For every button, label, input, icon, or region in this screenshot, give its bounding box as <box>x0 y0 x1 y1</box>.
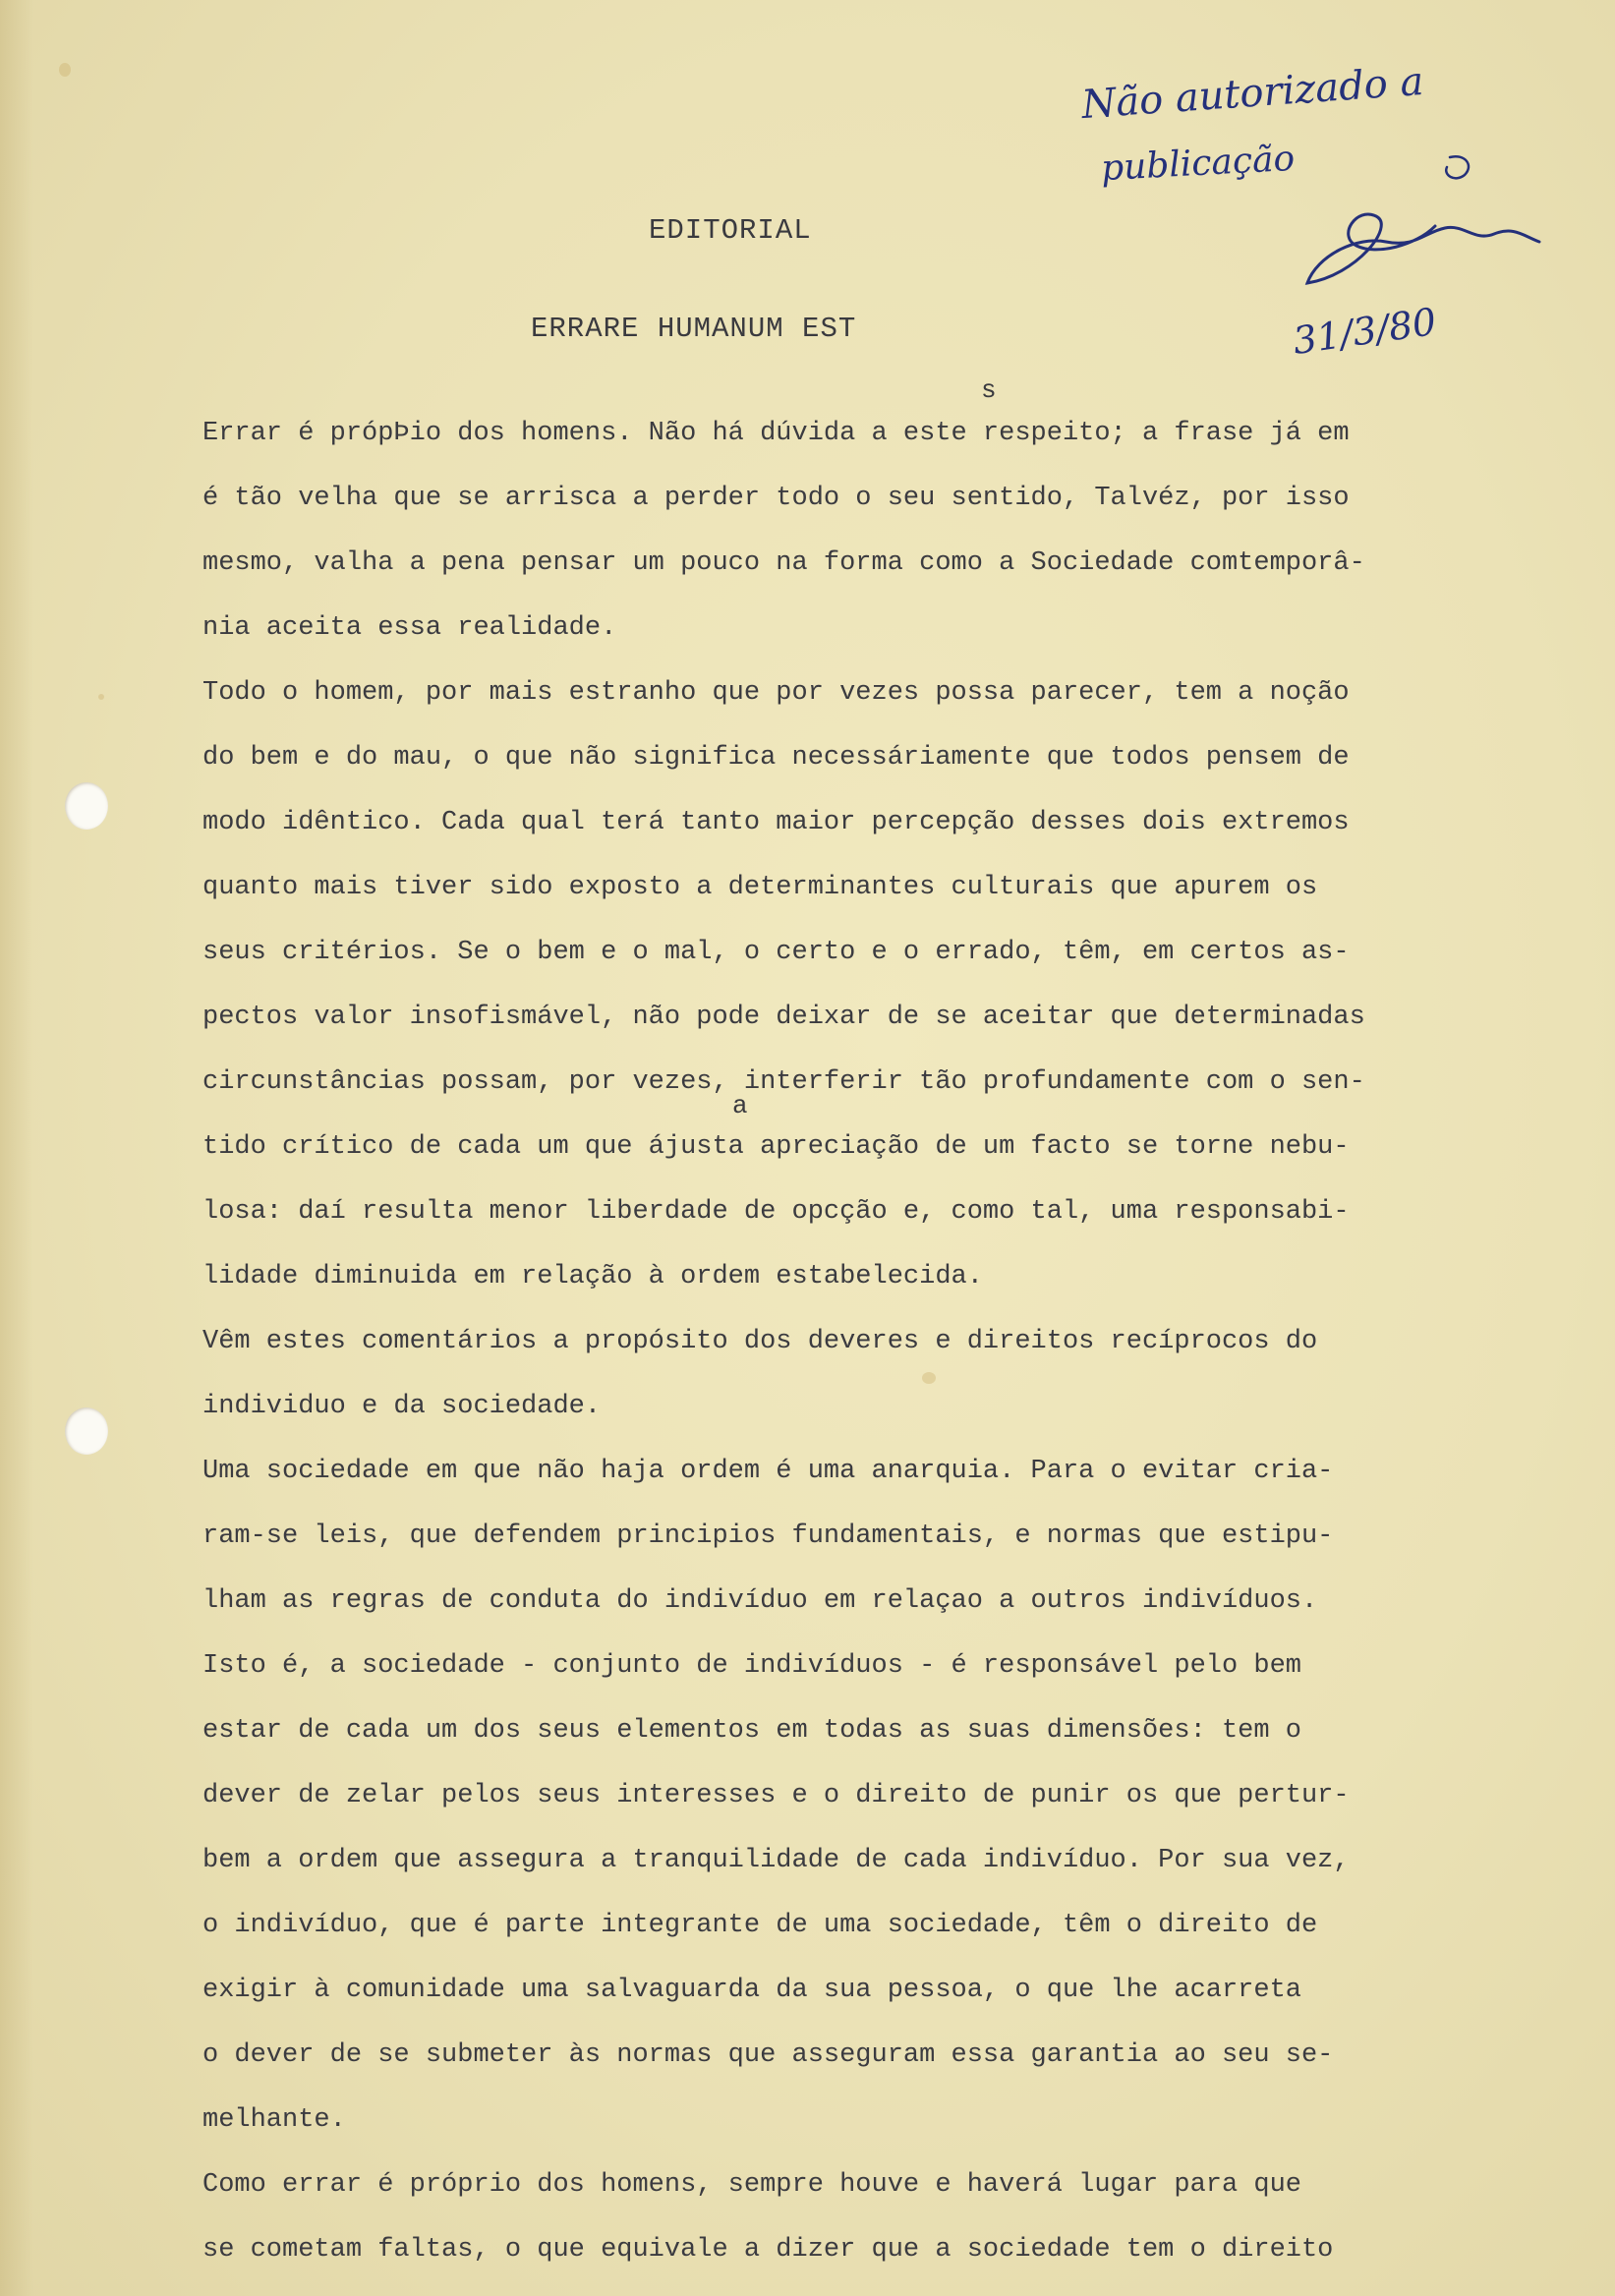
paper-stain <box>59 63 71 77</box>
text-line: do bem e do mau, o que não significa necessáriamente que todos pensem de <box>202 743 1350 773</box>
text-line: é tão velha que se arrisca a perder todo o seu sentido, Talvéz, por isso <box>202 484 1350 513</box>
text-line: seus critérios. Se o bem e o mal, o certo e o errado, têm, em certos as- <box>202 938 1350 967</box>
handwritten-annotation <box>1062 59 1592 373</box>
editorial-body <box>202 401 1608 2282</box>
text-line: circunstâncias possam, por vezes, interferir tão profundamente com o sen- <box>202 1067 1365 1097</box>
typed-insertion-a: a <box>732 1091 748 1120</box>
text-line: se cometam faltas, o que equivale a dizer que a sociedade tem o direito <box>202 2235 1334 2265</box>
annotation-date: 31/3/80 <box>1290 300 1439 363</box>
text-line: dever de zelar pelos seus interesses e o direito de punir os que pertur- <box>202 1781 1350 1810</box>
document-heading: EDITORIAL <box>649 214 812 247</box>
typed-insertion-s: s <box>981 375 997 405</box>
text-line: Vêm estes comentários a propósito dos deveres e direitos recíprocos do <box>202 1327 1318 1356</box>
text-line: o dever de se submeter às normas que asseguram essa garantia ao seu se- <box>202 2040 1334 2070</box>
text-line: ram-se leis, que defendem principios fundamentais, e normas que estipu- <box>202 1521 1334 1551</box>
text-line: Uma sociedade em que não haja ordem é uma anarquia. Para o evitar cria- <box>202 1457 1334 1486</box>
text-line: Como errar é próprio dos homens, sempre houve e haverá lugar para que <box>202 2170 1301 2200</box>
punch-hole-lower <box>65 1407 108 1455</box>
text-line: o indivíduo, que é parte integrante de uma sociedade, têm o direito de <box>202 1911 1318 1940</box>
text-line: melhante. <box>202 2105 346 2135</box>
annotation-line-1: Não autorizado a <box>1079 58 1425 129</box>
text-line: nia aceita essa realidade. <box>202 613 617 643</box>
text-line: lidade diminuida em relação à ordem estabelecida. <box>202 1262 983 1292</box>
punch-hole-upper <box>65 782 108 830</box>
text-line: pectos valor insofismável, não pode deixar de se aceitar que determinadas <box>202 1003 1365 1032</box>
text-line: mesmo, valha a pena pensar um pouco na forma como a Sociedade comtemporâ- <box>202 548 1365 578</box>
text-line: quanto mais tiver sido exposto a determinantes culturais que apurem os <box>202 873 1318 902</box>
text-line: individuo e da sociedade. <box>202 1392 602 1421</box>
text-line: Todo o homem, por mais estranho que por vezes possa parecer, tem a noção <box>202 678 1350 708</box>
annotation-line-2: publicação <box>1100 138 1297 190</box>
text-line: exigir à comunidade uma salvaguarda da sua pessoa, o que lhe acarreta <box>202 1976 1301 2005</box>
text-line: bem a ordem que assegura a tranquilidade de cada indivíduo. Por sua vez, <box>202 1846 1350 1875</box>
paper-stain <box>98 694 104 700</box>
text-line: modo idêntico. Cada qual terá tanto maior percepção desses dois extremos <box>202 808 1350 837</box>
text-line: losa: daí resulta menor liberdade de opcção e, como tal, uma responsabi- <box>202 1197 1350 1227</box>
document-title: ERRARE HUMANUM EST <box>531 313 857 345</box>
text-line: Errar é própÞio dos homens. Não há dúvida a este respeito; a frase já em <box>202 419 1350 448</box>
text-line: tido crítico de cada um que ájusta apreciação de um facto se torne nebu- <box>202 1132 1350 1162</box>
text-line: lham as regras de conduta do indivíduo em relaçao a outros indivíduos. <box>202 1586 1318 1616</box>
text-line: Isto é, a sociedade - conjunto de indivíduos - é responsável pelo bem <box>202 1651 1301 1681</box>
text-line: estar de cada um dos seus elementos em todas as suas dimensões: tem o <box>202 1716 1301 1746</box>
